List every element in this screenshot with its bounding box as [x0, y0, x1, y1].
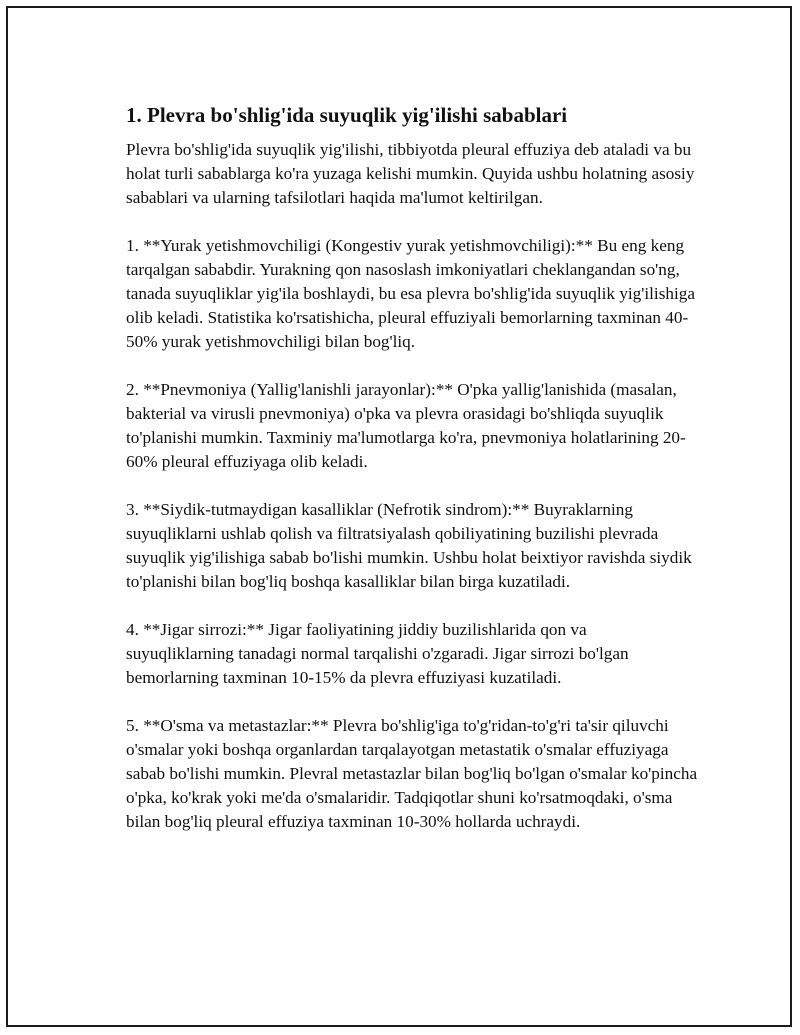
cause-nephrotic-paragraph: 3. **Siydik-tutmaydigan kasalliklar (Nefrotik sindrom):** Buyraklarning suyuqliklarni ushlab qolish va filtratsiyalash qobiliyatining buzilishi plevrada suyuqlik yig'ilishiga sabab bo'lishi mumkin. Ushbu holat beixtiyor ravishda siydik to'planishi bilan bog'liq boshqa kasalliklar bilan birga kuzatiladi. [126, 500, 692, 591]
page-frame [6, 6, 792, 1027]
intro-paragraph: Plevra bo'shlig'ida suyuqlik yig'ilishi, tibbiyotda pleural effuziya deb ataladi va bu holat turli sabablarga ko'ra yuzaga kelishi mumkin. Quyida ushbu holatning asosiy sabablari va ularning tafsilotlari haqida ma'lumot keltirilgan. [126, 140, 695, 207]
cause-cirrhosis-paragraph: 4. **Jigar sirrozi:** Jigar faoliyatining jiddiy buzilishlarida qon va suyuqliklarning tanadagi normal tarqalishi o'zgaradi. Jigar sirrozi bo'lgan bemorlarning taxminan 10-15% da plevra effuziyasi kuzatiladi. [126, 620, 629, 687]
document-title: 1. Plevra bo'shlig'ida suyuqlik yig'ilishi sabablari [126, 103, 568, 127]
document-body [126, 102, 698, 858]
cause-pneumonia-paragraph: 2. **Pnevmoniya (Yallig'lanishli jarayonlar):** O'pka yallig'lanishida (masalan, bakterial va virusli pnevmoniya) o'pka va plevra orasidagi bo'shliqda suyuqlik to'planishi mumkin. Taxminiy ma'lumotlarga ko'ra, pnevmoniya holatlarining 20-60% pleural effuziyaga olib keladi. [126, 380, 686, 471]
cause-tumor-paragraph: 5. **O'sma va metastazlar:** Plevra bo'shlig'iga to'g'ridan-to'g'ri ta'sir qiluvchi o'smalar yoki boshqa organlardan tarqalayotgan metastatik o'smalar effuziyaga sabab bo'lishi mumkin. Plevral metastazlar bilan bog'liq bo'lgan o'smalar ko'pincha o'pka, ko'krak yoki me'da o'smalaridir. Tadqiqotlar shuni ko'rsatmoqdaki, o'sma bilan bog'liq pleural effuziya taxminan 10-30% hollarda uchraydi. [126, 716, 698, 831]
cause-heart-failure-paragraph: 1. **Yurak yetishmovchiligi (Kongestiv yurak yetishmovchiligi):** Bu eng keng tarqalgan sababdir. Yurakning qon nasoslash imkoniyatlari cheklangandan so'ng, tanada suyuqliklar yig'ila boshlaydi, bu esa plevra bo'shlig'ida suyuqlik yig'ilishiga olib keladi. Statistika ko'rsatishicha, pleural effuziyali bemorlarning taxminan 40-50% yurak yetishmovchiligi bilan bog'liq. [126, 236, 695, 351]
